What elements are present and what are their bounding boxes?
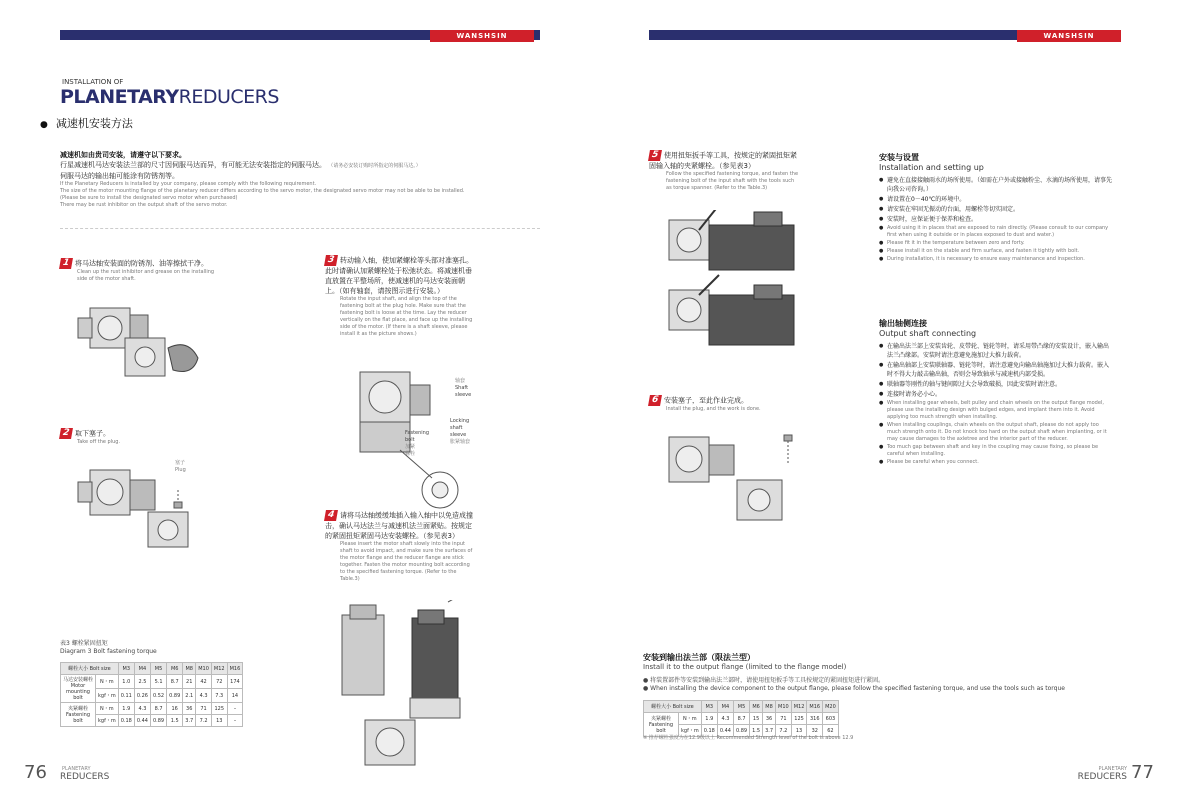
row-label: 夹紧螺栓 Fastening bolt bbox=[644, 713, 679, 737]
list-item: ● 在输出轴部上安装联轴器、链轮等时，请注意避免向输出轴施加过大推力载荷。嵌入时不得大力敲击输出轴，否则会导致轴承与减速机内部受损。 bbox=[887, 361, 1114, 379]
table-header-cell: M10 bbox=[196, 663, 212, 675]
footer-main-left: REDUCERS bbox=[60, 772, 110, 782]
footer-sub-left: PLANETARY bbox=[62, 766, 91, 772]
brand-logo: WANSHSIN bbox=[1017, 30, 1121, 42]
table-header-cell: M4 bbox=[134, 663, 150, 675]
step-3-zh: 转动输入轴，使加紧螺栓等头部对准塞孔。此时请确认加紧螺栓处于松弛状态。将减速机垂直放置在平整场所，使减速机的马达安装面朝上。（如有轴套，请按图示进行安装。） bbox=[325, 256, 473, 295]
step-6-en: Install the plug, and the work is done. bbox=[666, 406, 761, 412]
table-header-cell: M3 bbox=[118, 663, 134, 675]
step-3-number: 3 bbox=[324, 255, 338, 266]
output-section bbox=[879, 318, 1114, 467]
list-item: ● 请设置在0－40℃的环境中。 bbox=[887, 195, 1114, 204]
table-header-row bbox=[61, 663, 243, 675]
list-item: ● Too much gap between shaft and key in the coupling may cause fixing, so please be careful when installing. bbox=[887, 444, 1114, 458]
list-item: ● 请安装在牢固无振动的台面，用螺栓等切实固定。 bbox=[887, 205, 1114, 214]
section-title bbox=[40, 115, 133, 131]
reducer-plug-illustration bbox=[70, 450, 220, 550]
setup-title-zh: 安装与设置 bbox=[879, 153, 919, 162]
step-5-zh: 使用扭矩扳手等工具，按规定的紧固扭矩紧固输入轴的夹紧螺栓。（参见表3） bbox=[649, 151, 797, 170]
notice-zh-2: 伺服马达的输出轴可能涂有防锈剂等。 bbox=[60, 172, 179, 180]
table-header-cell: M12 bbox=[211, 663, 227, 675]
step-6 bbox=[649, 395, 809, 413]
page-number-left: 76 bbox=[24, 762, 47, 783]
list-item: ● 连接时请务必小心。 bbox=[887, 390, 1114, 399]
list-item: ● 联轴器等刚性的轴与键间隙过大会导致破损，因此安装时请注意。 bbox=[887, 380, 1114, 389]
flange-en: ● When installing the device component to the output flange, please follow the specified fastening torque, and use the tools such as torque bbox=[643, 685, 1065, 692]
footer-sub-right: PLANETARY bbox=[1098, 766, 1127, 772]
step-1-number: 1 bbox=[59, 258, 73, 269]
table-header-row: 螺栓大小 Bolt size M3 M4 M5 M6 M8 M10 M12 M16 M20 bbox=[644, 701, 839, 713]
unit-cell: N・m bbox=[96, 675, 119, 689]
torque-wrench-illustration bbox=[659, 210, 809, 370]
flange-section bbox=[643, 652, 1113, 693]
locking-sleeve-label: Locking shaft sleeve 胀紧轴套 bbox=[450, 418, 471, 445]
title-word-1: PLANETARY bbox=[60, 86, 179, 108]
step-5 bbox=[649, 150, 799, 192]
step-3 bbox=[325, 255, 475, 338]
list-item: ● Please be careful when you connect. bbox=[887, 459, 1114, 466]
table-3-title: 表3 螺栓紧固扭矩 Diagram 3 Bolt fastening torque bbox=[60, 640, 157, 655]
notice-zh-1: 行星减速机马达安装法兰部的尺寸因伺服马达而异，有可能无法安装指定的伺服马达。 （请务必安装订购时所指定的伺服马达。） bbox=[60, 161, 421, 169]
table-header-cell: M8 bbox=[183, 663, 196, 675]
title-small: INSTALLATION OF bbox=[62, 78, 124, 86]
step-6-zh: 安装塞子，至此作业完成。 bbox=[664, 396, 748, 405]
motor-assembly-illustration bbox=[330, 600, 480, 770]
shaft-sleeve-label: 轴套 Shaft sleeve bbox=[455, 378, 472, 398]
page-number-right: 77 bbox=[1131, 762, 1154, 783]
setup-section bbox=[879, 152, 1114, 264]
list-item: ● 在输出法兰部上安装齿轮、皮带轮、链轮等时，请采用带凸缘的安装设计，嵌入输出法兰凸缘部。安装时请注意避免施加过大推力载荷。 bbox=[887, 342, 1114, 360]
setup-list-en bbox=[879, 225, 1114, 263]
step-1-en: Clean up the rust inhibitor and grease on the installing side of the motor shaft. bbox=[77, 269, 215, 282]
notice-en-1: If the Planetary Reducers is installed by your company, please comply with the following requirement. bbox=[60, 181, 317, 187]
step-5-number: 5 bbox=[648, 150, 662, 161]
list-item: ● 安装时，应保证便于保养和检查。 bbox=[887, 215, 1114, 224]
table-row: kgf・m 0.18 0.44 0.89 1.5 3.7 7.2 13 32 62 bbox=[644, 725, 839, 737]
list-item: ● Avoid using it in places that are exposed to rain directly. (Please consult to our company first when using it outside or in places exposed to dust and water.) bbox=[887, 225, 1114, 239]
unit-cell: kgf・m bbox=[96, 689, 119, 703]
step-5-en: Follow the specified fastening torque, and fasten the fastening bolt of the input shaft with the tools such as torque spanner. (Refer to the Table.3) bbox=[666, 171, 799, 191]
list-item: ● Please fit it in the temperature between zero and forty. bbox=[887, 240, 1114, 247]
setup-list-zh bbox=[879, 176, 1114, 224]
table-header-cell: M6 bbox=[167, 663, 183, 675]
notice-en-2: The size of the motor mounting flange of the planetary reducer differs according to the servo motor, the designated servo motor may not be able to be installed. bbox=[60, 188, 465, 194]
unit-cell: kgf・m bbox=[96, 715, 119, 727]
bolt-torque-table bbox=[60, 662, 243, 727]
table-header-cell: M5 bbox=[150, 663, 166, 675]
list-item: ● When installing gear wheels, belt pulley and chain wheels on the output flange model, please use the installing design with bulged edges, and implant them into it. Avoid applying too much strength when installing. bbox=[887, 400, 1114, 421]
list-item: ● During installation, it is necessary to ensure easy maintenance and inspection. bbox=[887, 256, 1114, 263]
flange-zh: ● 将装置部件等安装到输出法兰部时，请使用扭矩扳手等工具按规定的紧固扭矩进行紧固。 bbox=[643, 677, 885, 684]
page-title bbox=[60, 86, 279, 108]
output-title-en: Output shaft connecting bbox=[879, 329, 977, 338]
output-list-zh bbox=[879, 342, 1114, 399]
right-page bbox=[589, 0, 1178, 800]
step-6-number: 6 bbox=[648, 395, 662, 406]
divider bbox=[60, 228, 540, 229]
plug-install-illustration bbox=[659, 425, 809, 535]
step-1-zh: 将马达轴安装面的防锈剂、油等擦拭干净。 bbox=[75, 259, 208, 268]
table-row: 夹紧螺栓 Fastening bolt N・m 1.9 4.3 8.7 16 36 71 125 – bbox=[61, 703, 243, 715]
table-row: kgf・m 0.18 0.44 0.89 1.5 3.7 7.2 13 – bbox=[61, 715, 243, 727]
notice-title: 减速机如由贵司安装，请遵守以下要求。 bbox=[60, 151, 186, 159]
step-4-number: 4 bbox=[324, 510, 338, 521]
list-item: ● 避免在直接接触雨水的场所使用。（如需在户外或接触粉尘、水滴的场所使用，请事先向我公司咨询。） bbox=[887, 176, 1114, 194]
step-2-zh: 取下塞子。 bbox=[75, 429, 110, 438]
bullet-icon: ● bbox=[40, 120, 48, 130]
brand-logo: WANSHSIN bbox=[430, 30, 534, 42]
footer-main-right: REDUCERS bbox=[1077, 772, 1127, 782]
step-4-en: Please insert the motor shaft slowly into the input shaft to avoid impact, and make sure the surfaces of the motor flange and the reducer flange are stick together. Fasten the motor mounting bolt according to the specified fastening torque. (Refer to the Table.3) bbox=[340, 541, 473, 582]
notice-en-3: (Please be sure to install the designated servo motor when purchased) bbox=[60, 195, 238, 201]
notice-en-4: There may be rust inhibitor on the output shaft of the servo motor. bbox=[60, 202, 228, 208]
table-row: 马达安装螺栓 Motor mounting bolt N・m 1.0 2.5 5.1 8.7 21 42 72 174 bbox=[61, 675, 243, 689]
reducer-cleaning-illustration bbox=[70, 290, 220, 380]
list-item: ● When installing couplings, chain wheels on the output shaft, please do not apply too much strength onto it. Do not knock too hard on the output shaft when implanting, or it may cause damages to the axletree and the interior part of the reducer. bbox=[887, 422, 1114, 443]
table-row: 夹紧螺栓 Fastening bolt N・m 1.9 4.3 8.7 15 36 71 125 316 603 bbox=[644, 713, 839, 725]
flange-torque-table bbox=[643, 700, 839, 737]
flange-title-zh: 安装到输出法兰部（限法兰型） bbox=[643, 653, 755, 662]
table-header-cell: M16 bbox=[227, 663, 243, 675]
output-list-en bbox=[879, 400, 1114, 466]
section-title-text: 减速机安装方法 bbox=[55, 117, 133, 130]
flange-title-en: Install it to the output flange (limited to the flange model) bbox=[643, 663, 847, 671]
fastening-bolt-label: Fastening bolt 加紧 螺栓 bbox=[405, 430, 430, 457]
table-row: kgf・m 0.11 0.26 0.52 0.89 2.1 4.3 7.3 14 bbox=[61, 689, 243, 703]
step-2 bbox=[60, 428, 220, 446]
list-item: ● Please install it on the stable and firm surface, and fasten it tightly with bolt. bbox=[887, 248, 1114, 255]
step-4 bbox=[325, 510, 475, 583]
title-word-2: REDUCERS bbox=[178, 86, 279, 108]
table-header-cell: 螺栓大小 Bolt size bbox=[61, 663, 119, 675]
row-label: 马达安装螺栓 Motor mounting bolt bbox=[61, 675, 96, 703]
row-label: 夹紧螺栓 Fastening bolt bbox=[61, 703, 96, 727]
step-4-zh: 请将马达轴缓缓地插入输入轴中以免造成撞击，确认马达法兰与减速机法兰面紧贴。按规定的紧固扭矩紧固马达安装螺栓。（参见表3） bbox=[325, 511, 473, 540]
table-note: ※ 推荐螺栓强度为在12.9级以上 Recommended Strength level of the bolt is above 12.9 bbox=[643, 735, 854, 741]
unit-cell: N・m bbox=[96, 703, 119, 715]
setup-title-en: Installation and setting up bbox=[879, 163, 984, 172]
notice-block bbox=[60, 150, 540, 209]
step-3-en: Rotate the input shaft, and align the top of the fastening bolt at the plug hole. Make sure that the fastening bolt is loose at the time. Lay the reducer vertically on the flat place, and face up the installing side of the motor. (If there is a shaft sleeve, please install it as the picture shows.) bbox=[340, 296, 473, 337]
plug-label: 塞子 Plug bbox=[175, 460, 186, 473]
output-title-zh: 输出轴侧连接 bbox=[879, 319, 927, 328]
step-1 bbox=[60, 258, 220, 283]
step-2-en: Take off the plug. bbox=[77, 439, 121, 445]
step-2-number: 2 bbox=[59, 428, 73, 439]
